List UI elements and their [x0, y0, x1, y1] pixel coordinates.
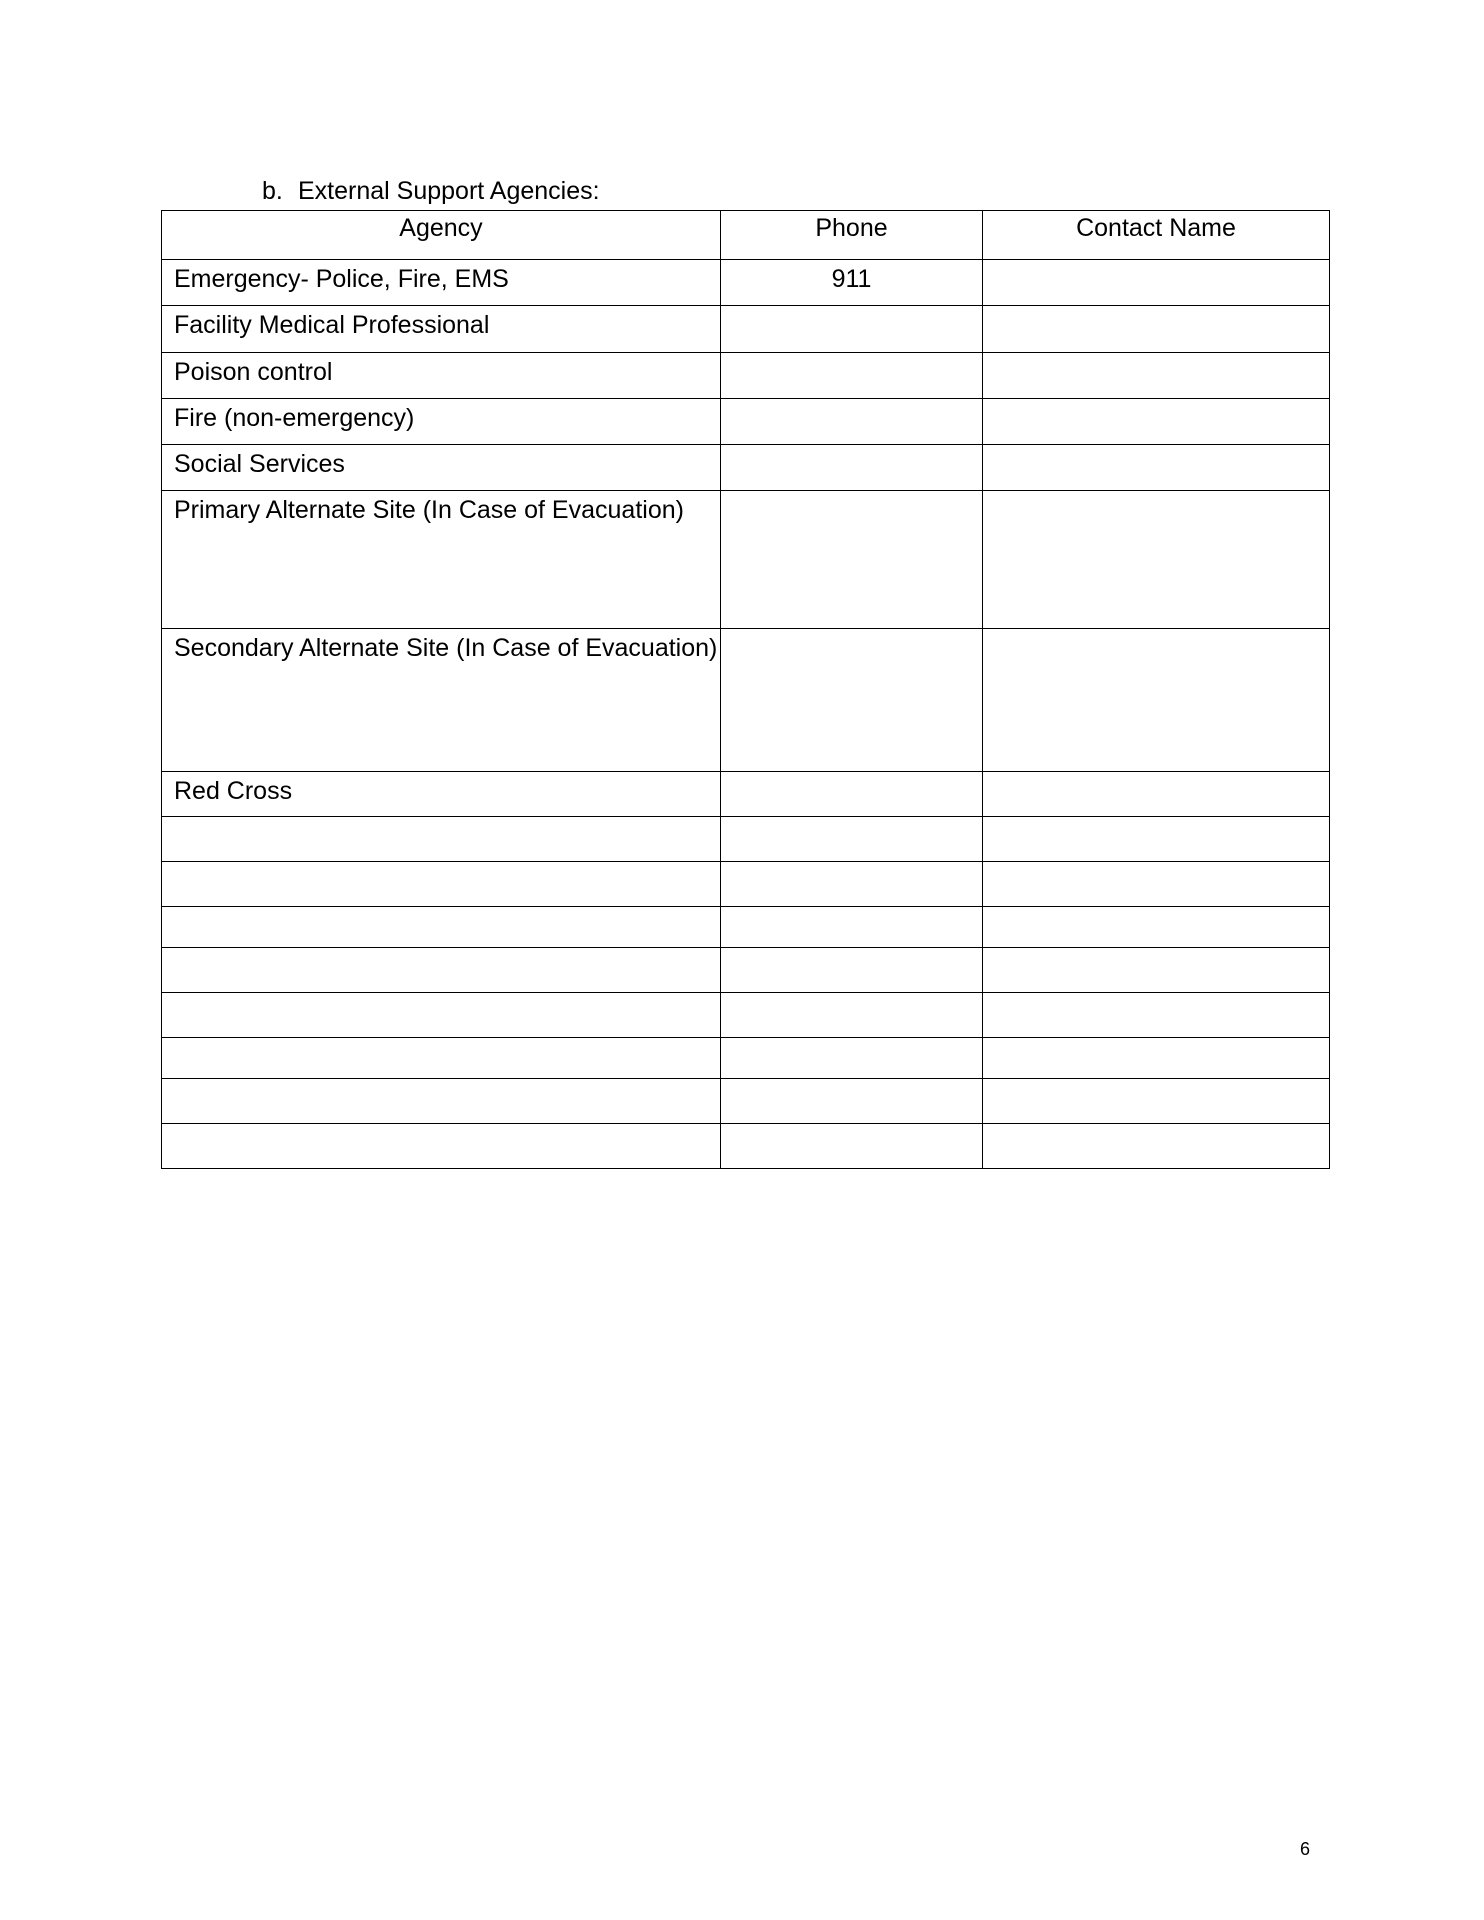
phone-cell[interactable]: 911: [721, 260, 983, 306]
contact-cell[interactable]: [983, 907, 1330, 948]
phone-cell[interactable]: [721, 907, 983, 948]
section-heading: [262, 176, 600, 206]
table-row: [162, 491, 1330, 629]
table-row: [162, 260, 1330, 306]
table-row: [162, 948, 1330, 993]
header-agency: Agency: [162, 211, 721, 260]
table-row: [162, 907, 1330, 948]
agency-cell[interactable]: [162, 1038, 721, 1079]
contact-cell[interactable]: [983, 993, 1330, 1038]
phone-cell[interactable]: [721, 399, 983, 445]
contact-cell[interactable]: [983, 445, 1330, 491]
table-row: [162, 817, 1330, 862]
contact-cell[interactable]: [983, 772, 1330, 817]
section-marker: b.: [262, 177, 283, 205]
phone-cell[interactable]: [721, 445, 983, 491]
phone-cell[interactable]: [721, 1079, 983, 1124]
agency-cell: Red Cross: [162, 772, 721, 817]
table-row: [162, 1079, 1330, 1124]
header-contact-name: Contact Name: [983, 211, 1330, 260]
table-row: [162, 1038, 1330, 1079]
table-row: [162, 445, 1330, 491]
external-agencies-table: [161, 210, 1330, 1169]
agency-cell: Primary Alternate Site (In Case of Evacuation): [162, 491, 721, 629]
agency-cell: Fire (non-emergency): [162, 399, 721, 445]
contact-cell[interactable]: [983, 948, 1330, 993]
phone-cell[interactable]: [721, 948, 983, 993]
phone-cell[interactable]: [721, 306, 983, 353]
agency-cell: Emergency- Police, Fire, EMS: [162, 260, 721, 306]
agency-cell[interactable]: [162, 948, 721, 993]
phone-cell[interactable]: [721, 629, 983, 772]
agency-cell[interactable]: [162, 817, 721, 862]
contact-cell[interactable]: [983, 399, 1330, 445]
agency-cell[interactable]: [162, 862, 721, 907]
table-row: [162, 862, 1330, 907]
page-number: 6: [1300, 1839, 1311, 1859]
contact-cell[interactable]: [983, 629, 1330, 772]
phone-cell[interactable]: [721, 817, 983, 862]
contact-cell[interactable]: [983, 1124, 1330, 1169]
table-row: [162, 993, 1330, 1038]
phone-cell[interactable]: [721, 1038, 983, 1079]
phone-cell[interactable]: [721, 993, 983, 1038]
contact-cell[interactable]: [983, 862, 1330, 907]
agency-cell[interactable]: [162, 907, 721, 948]
agency-cell: Poison control: [162, 353, 721, 399]
contact-cell[interactable]: [983, 1038, 1330, 1079]
contact-cell[interactable]: [983, 353, 1330, 399]
phone-cell[interactable]: [721, 491, 983, 629]
table-row: [162, 629, 1330, 772]
contact-cell[interactable]: [983, 306, 1330, 353]
header-phone: Phone: [721, 211, 983, 260]
agency-cell: Facility Medical Professional: [162, 306, 721, 353]
contact-cell[interactable]: [983, 491, 1330, 629]
agency-cell[interactable]: [162, 1079, 721, 1124]
table-row: [162, 772, 1330, 817]
table-row: [162, 353, 1330, 399]
section-title: External Support Agencies:: [298, 177, 600, 205]
agency-cell: Secondary Alternate Site (In Case of Evacuation): [162, 629, 721, 772]
phone-cell[interactable]: [721, 353, 983, 399]
phone-cell[interactable]: [721, 862, 983, 907]
phone-cell[interactable]: [721, 1124, 983, 1169]
table-row: [162, 306, 1330, 353]
table-header-row: [162, 211, 1330, 260]
phone-cell[interactable]: [721, 772, 983, 817]
table-row: [162, 1124, 1330, 1169]
contact-cell[interactable]: [983, 817, 1330, 862]
table-row: [162, 399, 1330, 445]
agency-cell: Social Services: [162, 445, 721, 491]
contact-cell[interactable]: [983, 1079, 1330, 1124]
agency-cell[interactable]: [162, 993, 721, 1038]
agency-cell[interactable]: [162, 1124, 721, 1169]
contact-cell[interactable]: [983, 260, 1330, 306]
